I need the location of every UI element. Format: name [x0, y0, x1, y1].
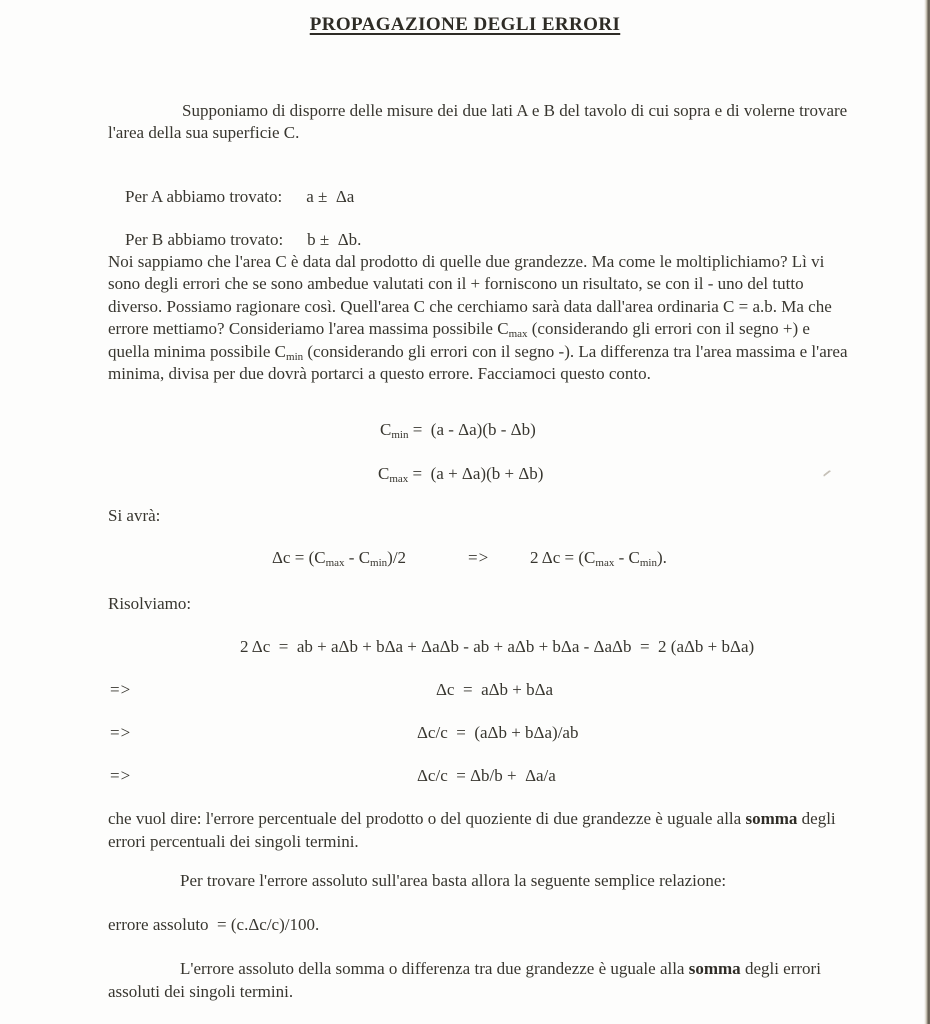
implies-arrow-1: =>: [110, 680, 132, 699]
scan-smudge: [823, 470, 833, 479]
formula-two-delta-c: 2 $\Delta c = (C_{max} - C_{min})$.: [530, 548, 667, 569]
si-avra-label: Si avrà:: [108, 506, 161, 525]
implies-arrow-3: =>: [110, 766, 132, 785]
measure-b-value: b ± Δb.: [307, 230, 362, 249]
implication-row-2: [0, 723, 930, 747]
implication-row-1: [0, 680, 930, 704]
measure-a-value: a ± Δa: [306, 187, 355, 206]
formula-absolute-error: errore assoluto = (c.Δc/c)/100.: [108, 915, 320, 934]
risolviamo-label: Risolviamo:: [108, 594, 192, 613]
sum-conclusion-paragraph: L'errore assoluto della somma o differenza tra due grandezze è uguale alla somma degli errori assoluti dei singoli termini.: [108, 959, 821, 1001]
formula-delta-c-half: $\Delta c = (C_{max} - C_{min})/2$: [272, 548, 407, 569]
scan-edge: [924, 0, 930, 1024]
formula-expansion: 2 Δc = ab + aΔb + bΔa + ΔaΔb - ab + aΔb + bΔa - ΔaΔb = 2 (aΔb + bΔa): [240, 637, 755, 656]
implication-row-3: [0, 766, 930, 790]
formula-delta-c-result: Δc = aΔb + bΔa: [436, 680, 554, 699]
formula-delta-c-row: [0, 548, 930, 572]
percent-conclusion-paragraph: che vuol dire: l'errore percentuale del prodotto o del quoziente di due grandezze è uguale alla somma degli errori percentuali dei singoli termini.: [108, 809, 836, 851]
implies-arrow-2: =>: [110, 723, 132, 742]
implies-arrow-mid: =>: [468, 548, 490, 567]
measure-a-label: Per A abbiamo trovato:: [125, 187, 283, 206]
measure-b-label: Per B abbiamo trovato:: [125, 230, 284, 249]
intro-paragraph: Supponiamo di disporre delle misure dei due lati A e B del tavolo di cui sopra e di volerne trovare l'area della sua superficie C.: [108, 101, 848, 143]
formula-cmax: $C_{max} = (a + \Delta a)(b + \Delta b)$: [378, 464, 544, 485]
document-title: PROPAGAZIONE DEGLI ERRORI: [309, 14, 621, 35]
formula-cmin: $C_{min} = (a - \Delta a)(b - \Delta b)$: [380, 420, 536, 441]
formula-relative-error: Δc/c = (aΔb + bΔa)/ab: [417, 723, 579, 742]
formula-relative-error-sum: Δc/c = Δb/b + Δa/a: [417, 766, 556, 785]
absolute-error-intro: Per trovare l'errore assoluto sull'area basta allora la seguente semplice relazione:: [180, 871, 727, 890]
main-paragraph: Noi sappiamo che l'area C è data dal prodotto di quelle due grandezze. Ma come le moltiplichiamo? Lì vi sono degli errori che se sono ambedue valutati con il + forniscono un risultato, se con il - uno del tutto diverso. Possiamo ragionare così. Quell'area C che cerchiamo sarà data dall'area ordinaria C = a.b. Ma che errore mettiamo? Consideriamo l'area massima possibile $C_{max}$ (considerando gli errori con il segno +) e quella minima possibile $C_{min}$ (considerando gli errori con il segno -). La differenza tra l'area massima e l'area minima, divisa per due dovrà portarci a questo errore. Facciamoci questo conto.: [108, 252, 848, 384]
